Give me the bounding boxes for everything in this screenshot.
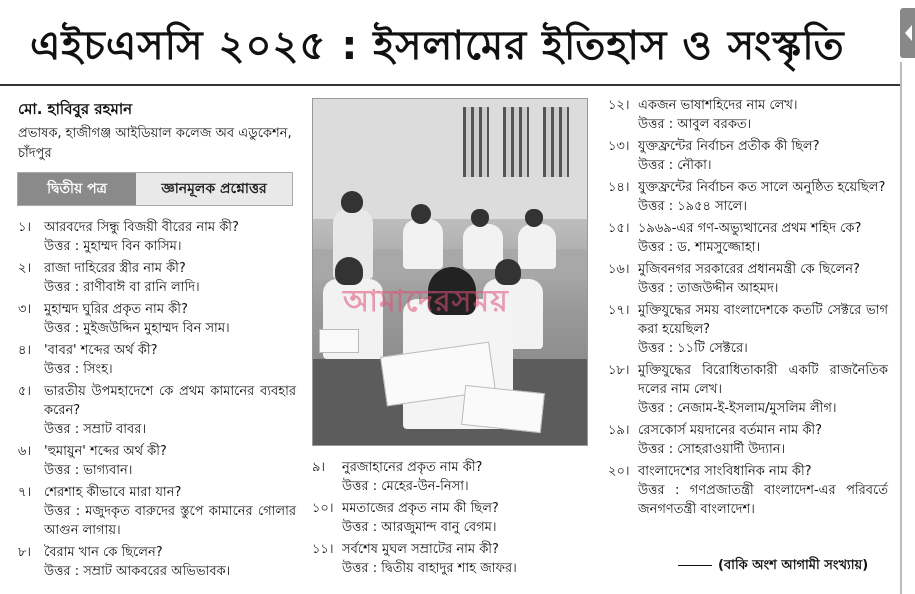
question-number: ৮। [18, 545, 32, 560]
answer-text: উত্তর : গণপ্রজাতন্ত্রী বাংলাদেশ-এর পরিবর্তে জনগণতন্ত্রী বাংলাদেশ। [638, 483, 888, 517]
question-text: নুরজাহানের প্রকৃত নাম কী? [342, 460, 483, 475]
question-number: ১৯। [608, 423, 630, 438]
question-number: ২০। [608, 464, 630, 479]
question-number: ২। [18, 261, 32, 276]
answer-text: উত্তর : নৌকা। [638, 158, 712, 173]
qa-item [608, 421, 888, 459]
author-name: মো. হাবিবুর রহমান [18, 100, 133, 118]
qa-item [18, 300, 296, 338]
qa-item [18, 483, 296, 540]
answer-text: উত্তর : ১৯৫৪ সালে। [638, 199, 748, 214]
qa-item [18, 382, 296, 439]
author-affiliation: প্রভাষক, হাজীগঞ্জ আইডিয়াল কলেজ অব এডুকেশন, চাঁদপুর [18, 126, 292, 161]
qa-item [608, 96, 888, 134]
question-text: ভারতীয় উপমহাদেশে কে প্রথম কামানের ব্যবহার করেন? [44, 384, 296, 418]
answer-text: উত্তর : ড. শামসুজ্জোহা। [638, 240, 761, 255]
question-text: মুক্তিযুদ্ধের সময় বাংলাদেশকে কতটি সেক্টরে ভাগ করা হয়েছিল? [638, 303, 888, 337]
title-divider [0, 84, 900, 86]
section-paper-label: দ্বিতীয় পত্র [18, 173, 136, 205]
question-text: ১৯৬৯-এর গণ-অভ্যুত্থানের প্রথম শহিদ কে? [638, 221, 862, 236]
question-text: যুক্তফ্রন্টের নির্বাচন কত সালে অনুষ্ঠিত হয়েছিল? [638, 180, 886, 195]
answer-text: উত্তর : মুইজউদ্দিন মুহাম্মদ বিন সাম। [44, 321, 230, 336]
qa-item [608, 178, 888, 216]
question-text: মুহাম্মদ ঘুরির প্রকৃত নাম কী? [44, 302, 188, 317]
question-text: মমতাজের প্রকৃত নাম কী ছিল? [342, 501, 499, 516]
question-number: ১। [18, 220, 32, 235]
answer-text: উত্তর : দ্বিতীয় বাহাদুর শাহ জাফর। [342, 561, 517, 576]
question-number: ১০। [312, 501, 334, 516]
answer-text: উত্তর : আরজুমান্দ বানু বেগম। [342, 520, 497, 535]
page-nav-tab[interactable] [900, 8, 915, 58]
qa-column-middle [312, 458, 600, 581]
question-number: ৯। [312, 460, 326, 475]
question-number: ১৮। [608, 363, 630, 378]
answer-text: উত্তর : মজুদকৃত বারুদের স্তুপে কামানের গোলার আগুন লাগায়। [44, 504, 296, 538]
question-text: 'বাবর' শব্দের অর্থ কী? [44, 343, 158, 358]
question-number: ১১। [312, 542, 334, 557]
question-text: 'হুমায়ুন' শব্দের অর্থ কী? [44, 444, 167, 459]
qa-item [608, 462, 888, 519]
question-text: বৈরাম খান কে ছিলেন? [44, 545, 163, 560]
qa-item [608, 361, 888, 418]
qa-item [312, 540, 600, 578]
page-edge-divider [900, 62, 902, 594]
answer-text: উত্তর : নেজাম-ই-ইসলাম/মুসলিম লীগ। [638, 401, 837, 416]
question-text: মুক্তিযুদ্ধের বিরোধিতাকারী একটি রাজনৈতিক দলের নাম লেখ। [638, 363, 888, 397]
section-topic-label: জ্ঞানমূলক প্রশ্নোত্তর [161, 181, 267, 197]
qa-item [18, 442, 296, 480]
page-title: এইচএসসি ২০২৫ : ইসলামের ইতিহাস ও সংস্কৃতি [30, 23, 845, 69]
question-text: রাজা দাহিরের স্ত্রীর নাম কী? [44, 261, 186, 276]
qa-item [312, 458, 600, 496]
question-number: ১৫। [608, 221, 630, 236]
answer-text: উত্তর : ভাগ্যবান। [44, 463, 133, 478]
question-number: ১৬। [608, 262, 630, 277]
question-text: আরবদের সিন্ধু বিজয়ী বীরের নাম কী? [44, 220, 239, 235]
qa-item [608, 137, 888, 175]
section-header [17, 172, 293, 206]
continuation-note [678, 556, 868, 577]
answer-text: উত্তর : সম্রাট বাবর। [44, 422, 147, 437]
answer-text: উত্তর : সোহরাওয়ার্দী উদ্যান। [638, 442, 786, 457]
question-number: ৫। [18, 384, 32, 399]
dash-rule [678, 565, 712, 566]
qa-column-right [608, 96, 888, 522]
qa-item [608, 301, 888, 358]
question-number: ১৭। [608, 303, 630, 318]
answer-text: উত্তর : তাজউদ্দীন আহমদ। [638, 281, 779, 296]
answer-text: উত্তর : ১১টি সেক্টরে। [638, 341, 748, 356]
answer-text: উত্তর : মেহের-উন-নিসা। [342, 479, 469, 494]
answer-text: উত্তর : মুহাম্মদ বিন কাসিম। [44, 239, 182, 254]
question-number: ৬। [18, 444, 32, 459]
qa-item [608, 260, 888, 298]
qa-item [18, 218, 296, 256]
question-number: ৩। [18, 302, 32, 317]
qa-item [18, 543, 296, 581]
question-number: ৭। [18, 485, 32, 500]
answer-text: উত্তর : সম্রাট আকবরের অভিভাবক। [44, 564, 231, 579]
answer-text: উত্তর : রাণীবাঈ বা রানি লাদি। [44, 280, 200, 295]
question-number: ১৩। [608, 139, 630, 154]
qa-item [608, 219, 888, 257]
question-text: বাংলাদেশের সাংবিধানিক নাম কী? [638, 464, 812, 479]
exam-hall-photo [312, 98, 588, 446]
question-text: শেরশাহ কীভাবে মারা যান? [44, 485, 182, 500]
answer-text: উত্তর : সিংহ। [44, 362, 113, 377]
question-text: মুজিবনগর সরকারের প্রধানমন্ত্রী কে ছিলেন? [638, 262, 860, 277]
qa-item [312, 499, 600, 537]
qa-column-left [18, 218, 296, 584]
question-text: রেসকোর্স ময়দানের বর্তমান নাম কী? [638, 423, 823, 438]
question-text: সর্বশেষ মুঘল সম্রাটের নাম কী? [342, 542, 499, 557]
qa-item [18, 259, 296, 297]
newspaper-watermark: আমাদেরসময় [343, 284, 509, 319]
qa-item [18, 341, 296, 379]
question-number: ১২। [608, 98, 630, 113]
question-number: ১৪। [608, 180, 630, 195]
answer-text: উত্তর : আবুল বরকত। [638, 117, 752, 132]
question-text: একজন ভাষাশহিদের নাম লেখ। [638, 98, 798, 113]
question-text: যুক্তফ্রন্টের নির্বাচন প্রতীক কী ছিল? [638, 139, 820, 154]
question-number: ৪। [18, 343, 32, 358]
continuation-text: (বাকি অংশ আগামী সংখ্যায়) [718, 558, 869, 573]
